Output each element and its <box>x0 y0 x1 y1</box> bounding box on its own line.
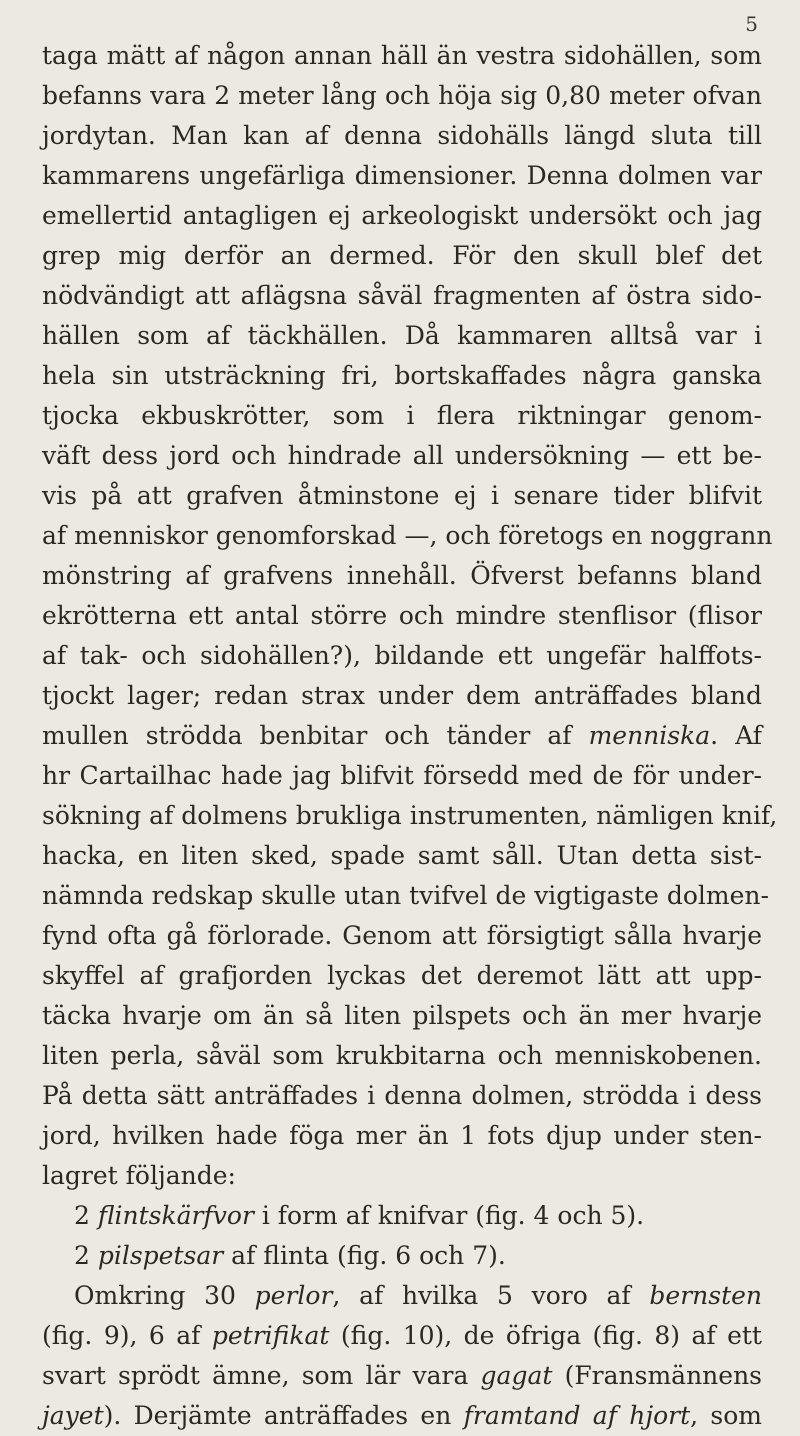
text-segment: grep mig derför an dermed. För den skull blef det <box>42 241 762 270</box>
text-segment: , som <box>690 1401 763 1430</box>
text-line <box>42 876 769 916</box>
italic-term: flintskärfvor <box>97 1201 254 1230</box>
italic-term: perlor <box>254 1281 333 1310</box>
text-line <box>42 436 762 476</box>
page-number: 5 <box>745 12 758 36</box>
text-line <box>42 556 762 596</box>
text-line <box>42 1316 762 1356</box>
text-segment: tjocka ekbuskrötter, som i flera riktningar genom- <box>42 401 762 430</box>
text-segment: . Af <box>710 721 762 750</box>
text-segment: (Fransmännens <box>552 1361 762 1390</box>
text-line <box>42 1076 762 1116</box>
text-segment: fynd ofta gå förlorade. Genom att försigtigt sålla hvarje <box>42 921 762 950</box>
text-segment: i form af knifvar (fig. 4 och 5). <box>253 1201 645 1230</box>
text-line <box>42 1236 762 1276</box>
text-line <box>42 36 762 76</box>
text-segment: sökning af dolmens brukliga instrumenten, nämligen knif, <box>42 801 778 830</box>
text-segment: På detta sätt anträffades i denna dolmen, strödda i dess <box>42 1081 762 1110</box>
text-line <box>42 1276 762 1316</box>
text-segment: mullen strödda benbitar och tänder af <box>42 721 589 750</box>
text-segment: nämnda redskap skulle utan tvifvel de vigtigaste dolmen- <box>42 881 769 910</box>
text-line <box>42 76 762 116</box>
text-segment: tjockt lager; redan strax under dem anträffades bland <box>42 681 762 710</box>
text-line <box>42 796 778 836</box>
text-segment: nödvändigt att aflägsna såväl fragmenten af östra sido- <box>42 281 762 310</box>
text-line <box>42 116 762 156</box>
text-segment: befanns vara 2 meter lång och höja sig 0,80 meter ofvan <box>42 81 762 110</box>
text-line <box>42 156 762 196</box>
text-segment: 2 <box>74 1241 98 1270</box>
text-segment: kammarens ungefärliga dimensioner. Denna dolmen var <box>42 161 762 190</box>
text-segment: (fig. 10), de öfriga (fig. 8) af ett <box>329 1321 762 1350</box>
text-segment: mönstring af grafvens innehåll. Öfverst befanns bland <box>42 561 762 590</box>
text-segment: taga mätt af någon annan häll än vestra sidohällen, som <box>42 41 762 70</box>
text-segment: väft dess jord och hindrade all undersökning — ett be- <box>42 441 762 470</box>
text-segment: 2 <box>74 1201 98 1230</box>
text-segment: af tak- och sidohällen?), bildande ett ungefär halffots- <box>42 641 762 670</box>
text-line <box>42 476 762 516</box>
text-line <box>42 356 762 396</box>
text-line <box>42 916 762 956</box>
text-line <box>42 956 762 996</box>
text-segment: liten perla, såväl som krukbitarna och menniskobenen. <box>42 1041 762 1070</box>
text-line <box>42 996 762 1036</box>
italic-term: framtand af hjort <box>463 1401 691 1430</box>
text-line <box>42 676 762 716</box>
text-segment: ). Derjämte anträffades en <box>103 1401 464 1430</box>
italic-term: pilspetsar <box>97 1241 224 1270</box>
text-segment: lagret följande: <box>42 1161 236 1190</box>
text-line <box>42 396 762 436</box>
text-line <box>42 756 762 796</box>
text-line <box>42 276 762 316</box>
text-line <box>42 196 762 236</box>
text-segment: skyffel af grafjorden lyckas det deremot lätt att upp- <box>42 961 762 990</box>
italic-term: petrifikat <box>211 1321 330 1350</box>
text-segment: af flinta (fig. 6 och 7). <box>223 1241 506 1270</box>
text-segment: emellertid antagligen ej arkeologiskt undersökt och jag <box>42 201 762 230</box>
text-segment: Omkring 30 <box>74 1281 255 1310</box>
text-segment: hela sin utsträckning fri, bortskaffades några ganska <box>42 361 762 390</box>
text-line <box>42 236 762 276</box>
text-segment: svart sprödt ämne, som lär vara <box>42 1361 481 1390</box>
text-segment: ekrötterna ett antal större och mindre stenflisor (flisor <box>42 601 762 630</box>
text-segment: hacka, en liten sked, spade samt såll. Utan detta sist- <box>42 841 762 870</box>
text-line <box>42 1036 762 1076</box>
text-line <box>42 636 762 676</box>
text-line <box>42 1356 762 1396</box>
text-line <box>42 316 762 356</box>
body-text <box>42 36 778 1436</box>
text-line <box>42 836 762 876</box>
text-segment: jord, hvilken hade föga mer än 1 fots djup under sten- <box>42 1121 762 1150</box>
text-segment: hr Cartailhac hade jag blifvit försedd med de för under- <box>42 761 762 790</box>
text-line <box>42 516 773 556</box>
text-segment: jordytan. Man kan af denna sidohälls längd sluta till <box>42 121 762 150</box>
text-segment: af menniskor genomforskad —, och företogs en noggrann <box>42 521 773 550</box>
text-line <box>42 1196 762 1236</box>
text-segment: hällen som af täckhällen. Då kammaren alltså var i <box>42 321 762 350</box>
italic-term: gagat <box>480 1361 553 1390</box>
italic-term: menniska <box>588 721 711 750</box>
text-line <box>42 1116 762 1156</box>
text-segment: (fig. 9), 6 af <box>42 1321 212 1350</box>
italic-term: jayet <box>42 1401 104 1430</box>
text-segment: täcka hvarje om än så liten pilspets och än mer hvarje <box>42 1001 762 1030</box>
italic-term: bernsten <box>649 1281 763 1310</box>
text-line <box>42 716 762 756</box>
text-line <box>42 1156 762 1196</box>
text-segment: , af hvilka 5 voro af <box>332 1281 650 1310</box>
text-line <box>42 1396 762 1436</box>
text-line <box>42 596 762 636</box>
text-segment: vis på att grafven åtminstone ej i senare tider blifvit <box>42 481 762 510</box>
